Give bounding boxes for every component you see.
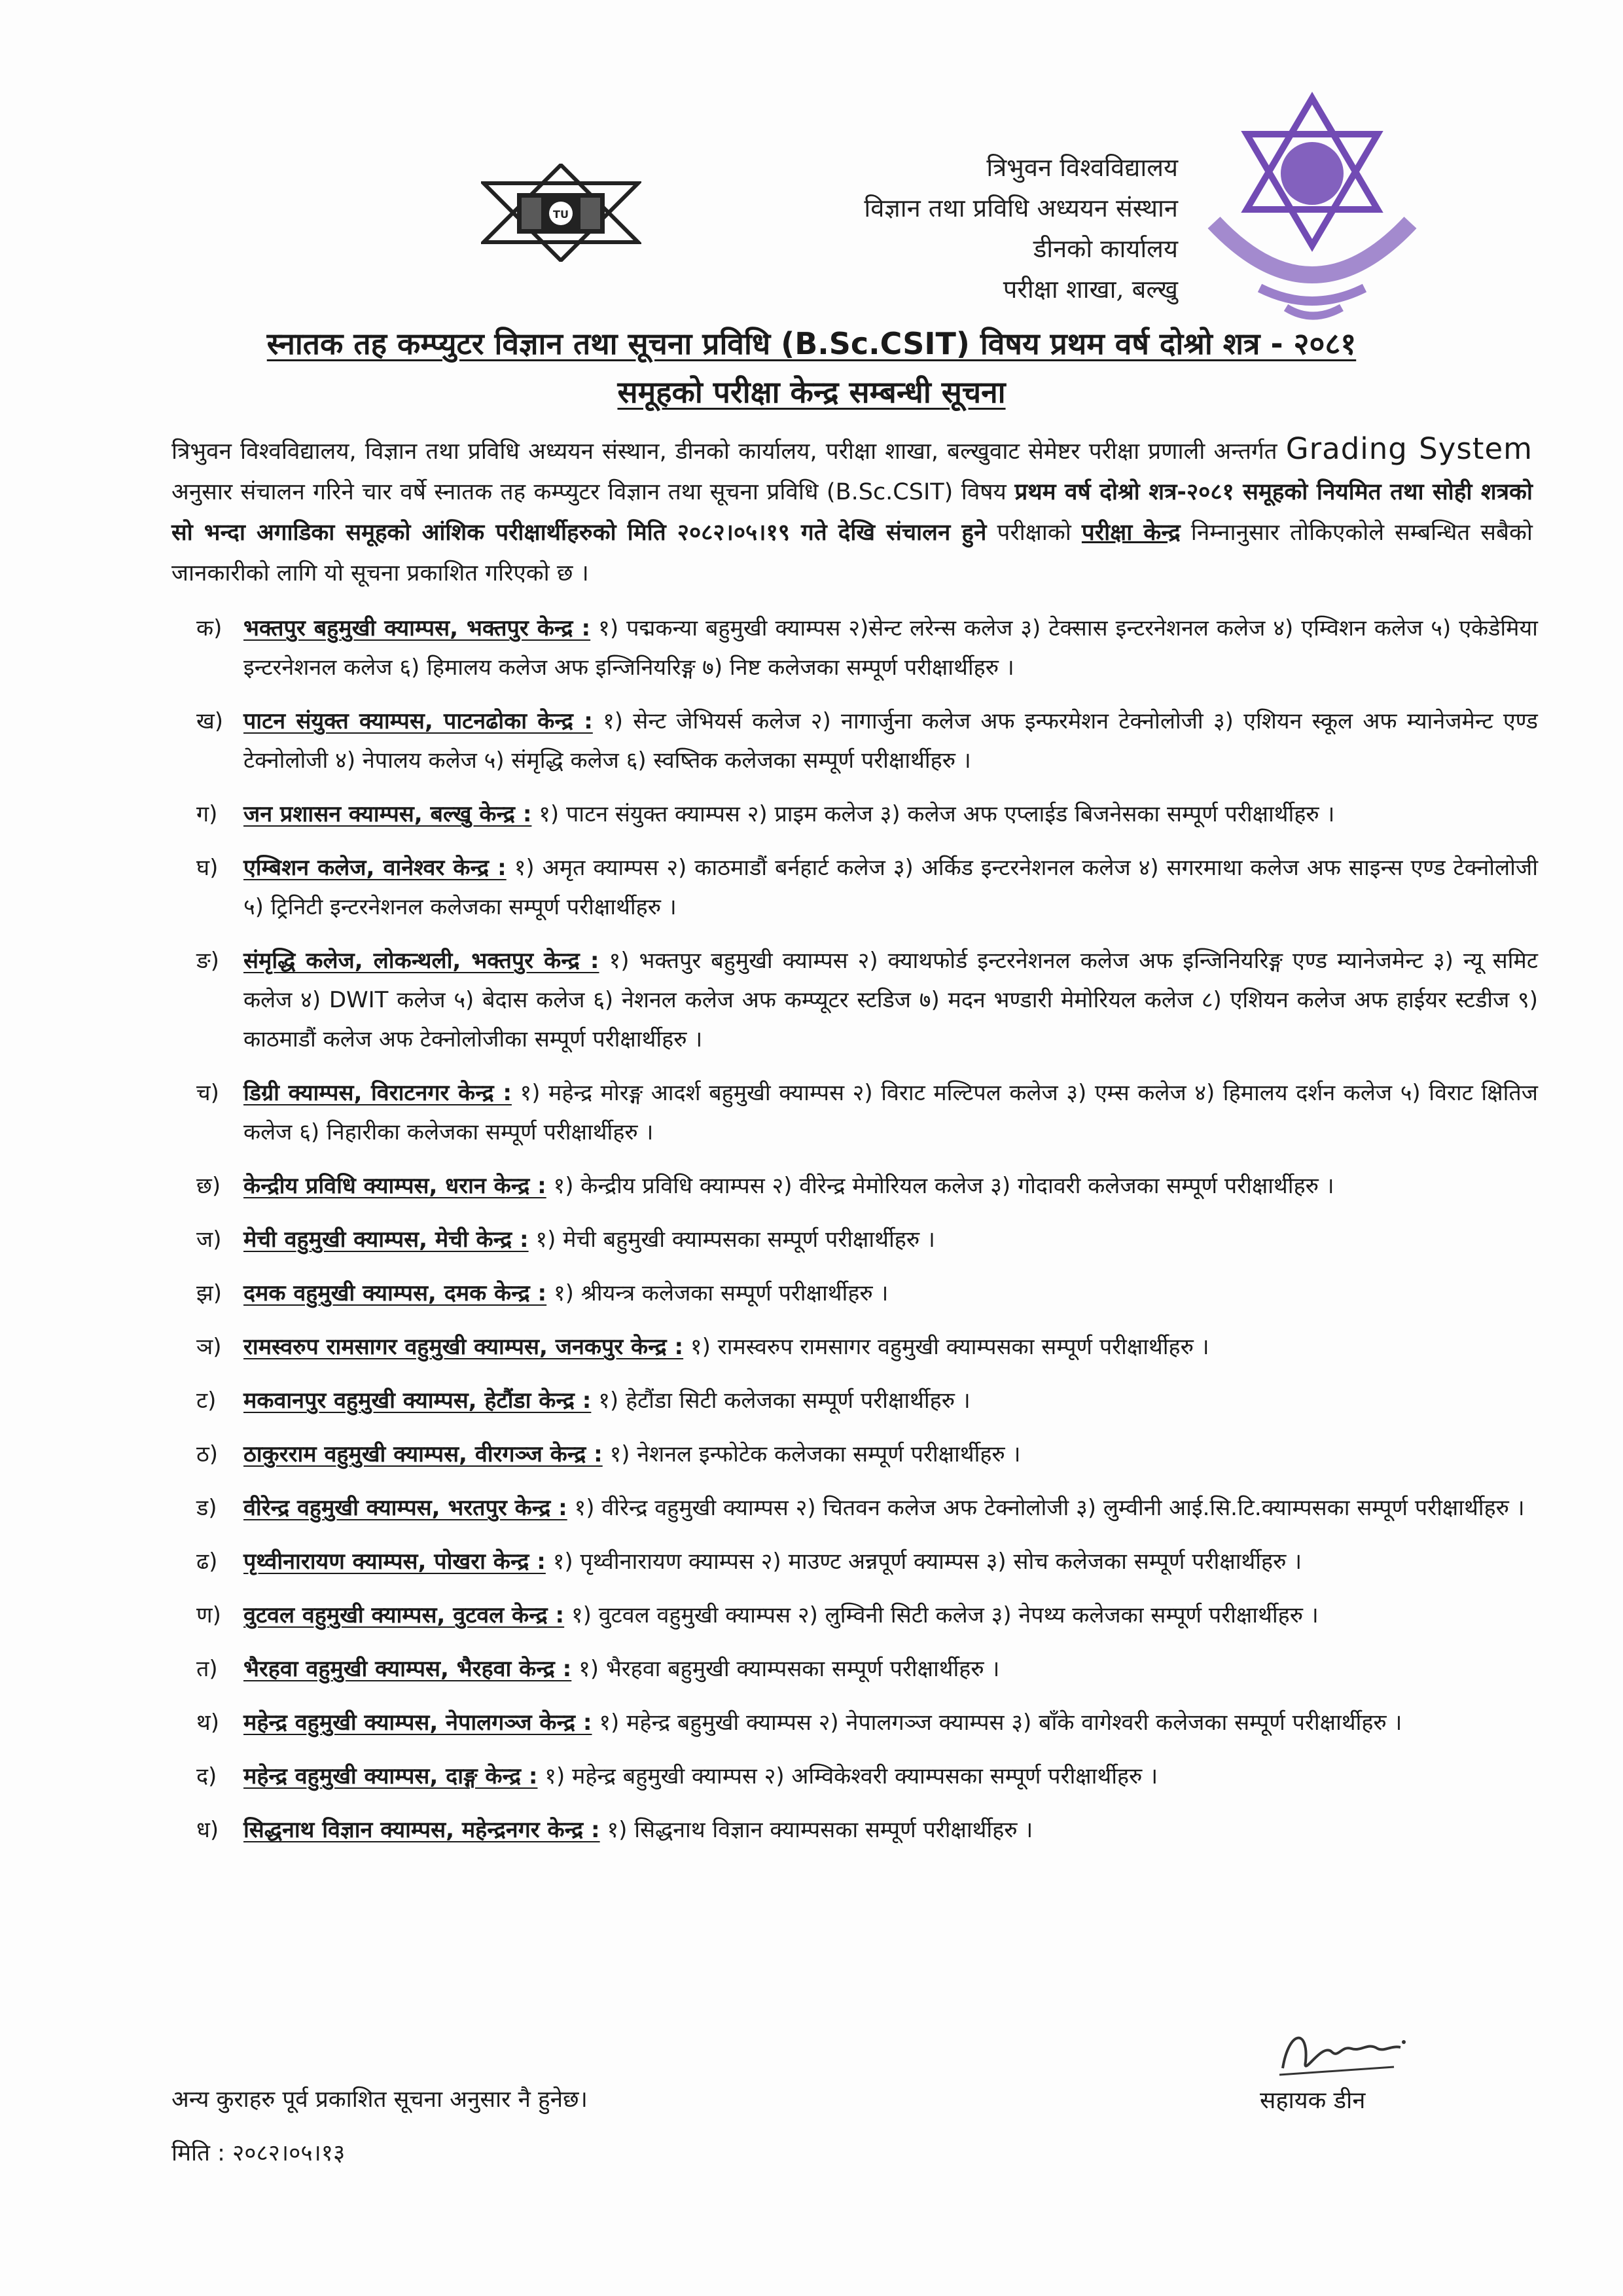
exam-center-marker: थ) <box>196 1710 219 1736</box>
exam-center-item <box>196 702 1538 780</box>
exam-center-name: पृथ्वीनारायण क्याम्पस, पोखरा केन्द्र : <box>243 1549 546 1575</box>
exam-center-marker: त) <box>196 1656 218 1682</box>
exam-center-name: महेन्द्र वहुमुखी क्याम्पस, नेपालगञ्ज केन्द्र : <box>243 1710 592 1736</box>
intro-text-1: त्रिभुवन विश्वविद्यालय, विज्ञान तथा प्रविधि अध्ययन संस्थान, डीनको कार्यालय, परीक्षा शाखा, बल्खुवाट सेमेष्टर परीक्षा प्रणाली अन्तर्गत <box>171 439 1277 465</box>
intro-text-2: अनुसार संचालन गरिने चार वर्षे स्नातक तह कम्प्युटर विज्ञान तथा सूचना प्रविधि (B.Sc.CSIT) विषय <box>171 479 1007 505</box>
exam-center-colleges: १) वीरेन्द्र वहुमुखी क्याम्पस २) चितवन कलेज अफ टेक्नोलोजी ३) लुम्वीनी आई.सि.टि.क्याम्पसका सम्पूर्ण परीक्षार्थीहरु । <box>574 1495 1525 1521</box>
exam-center-name: मेची वहुमुखी क्याम्पस, मेची केन्द्र : <box>243 1227 529 1253</box>
exam-center-colleges: १) पाटन संयुक्त क्याम्पस २) प्राइम कलेज ३) कलेज अफ एप्लाईड बिजनेसका सम्पूर्ण परीक्षार्थीहरु । <box>539 801 1335 827</box>
exam-center-item <box>196 1435 1538 1474</box>
exam-center-item <box>196 1488 1538 1528</box>
exam-center-item <box>196 1220 1538 1259</box>
exam-center-colleges: १) महेन्द्र मोरङ्ग आदर्श बहुमुखी क्याम्पस २) विराट मल्टिपल कलेज ३) एम्स कलेज ४) हिमालय दर्शन कलेज ५) विराट क्षितिज कलेज ६) निहारीका कलेजका सम्पूर्ण परीक्षार्थीहरु । <box>243 1080 1539 1145</box>
exam-center-colleges: १) नेशनल इन्फोटेक कलेजका सम्पूर्ण परीक्षार्थीहरु । <box>609 1441 1021 1467</box>
exam-center-colleges: १) पद्मकन्या बहुमुखी क्याम्पस २)सेन्ट लरेन्स कलेज ३) टेक्सास इन्टरनेशनल कलेज ४) एम्विशन कलेज ५) एकेडेमिया इन्टरनेशनल कलेज ६) हिमालय कलेज अफ इन्जिनियरिङ्ग ७) निष्ट कलेजका सम्पूर्ण परीक्षार्थीहरु । <box>243 615 1538 681</box>
signer-title: सहायक डीन <box>1260 2087 1366 2114</box>
exam-center-item <box>196 1166 1538 1206</box>
exam-center-colleges: १) महेन्द्र बहुमुखी क्याम्पस २) नेपालगञ्ज क्याम्पस ३) बाँके वागेश्वरी कलेजका सम्पूर्ण परीक्षार्थीहरु । <box>599 1710 1402 1736</box>
exam-center-name: संमृद्धि कलेज, लोकन्थली, भक्तपुर केन्द्र : <box>243 948 599 974</box>
notice-date: मिति : २०८२।०५।१३ <box>171 2140 346 2166</box>
intro-bold-exam-center: परीक्षा केन्द्र <box>1081 520 1181 546</box>
exam-center-name: ठाकुरराम वहुमुखी क्याम्पस, वीरगञ्ज केन्द्र : <box>243 1441 603 1467</box>
exam-center-item <box>196 1073 1538 1152</box>
exam-center-marker: झ) <box>196 1280 222 1306</box>
exam-center-item <box>196 1810 1538 1850</box>
intro-bold-schedule: प्रथम वर्ष दोश्रो शत्र-२०८१ समूहको नियमित तथा सोही शत्रको सो भन्दा अगाडिका समूहको आंशिक परीक्षार्थीहरुको मिति २०८२।०५।१९ गते देखि संचालन हुने <box>171 479 1533 546</box>
exam-center-marker: ञ) <box>196 1334 222 1360</box>
exam-center-marker: ज) <box>196 1227 222 1253</box>
header-line-institute: विज्ञान तथा प्रविधि अध्ययन संस्थान <box>864 194 1178 223</box>
exam-center-marker: घ) <box>196 855 219 881</box>
exam-center-marker: च) <box>196 1080 219 1106</box>
exam-center-marker: ग) <box>196 801 218 827</box>
exam-center-marker: ख) <box>196 708 224 734</box>
university-logo-icon <box>481 164 641 262</box>
exam-center-item <box>196 1757 1538 1796</box>
institution-header <box>654 147 1178 310</box>
header-line-university: त्रिभुवन विश्वविद्यालय <box>986 153 1178 182</box>
exam-center-name: पाटन संयुक्त क्याम्पस, पाटनढोका केन्द्र : <box>243 708 593 734</box>
exam-center-name: एम्बिशन कलेज, वानेश्वर केन्द्र : <box>243 855 507 881</box>
exam-center-colleges: १) रामस्वरुप रामसागर वहुमुखी क्याम्पसका सम्पूर्ण परीक्षार्थीहरु । <box>690 1334 1209 1360</box>
footer-note: अन्य कुराहरु पूर्व प्रकाशित सूचना अनुसार नै हुनेछ। <box>171 2087 588 2113</box>
exam-center-marker: ड) <box>196 1495 217 1521</box>
intro-grading-system: Grading System <box>1285 431 1533 466</box>
exam-center-item <box>196 1649 1538 1689</box>
exam-center-marker: ङ) <box>196 948 219 974</box>
exam-center-marker: छ) <box>196 1173 221 1199</box>
exam-center-item <box>196 1381 1538 1420</box>
svg-text:TU: TU <box>553 208 569 221</box>
title-line-2: समूहको परीक्षा केन्द्र सम्बन्धी सूचना <box>617 374 1006 410</box>
exam-center-colleges: १) श्रीयन्त्र कलेजका सम्पूर्ण परीक्षार्थीहरु । <box>553 1280 889 1306</box>
exam-center-name: महेन्द्र वहुमुखी क्याम्पस, दाङ्ग केन्द्र : <box>243 1763 538 1789</box>
exam-center-colleges: १) हेटौंडा सिटी कलेजका सम्पूर्ण परीक्षार्थीहरु । <box>598 1388 971 1414</box>
exam-center-name: सिद्धनाथ विज्ञान क्याम्पस, महेन्द्रनगर केन्द्र : <box>243 1817 600 1843</box>
exam-center-name: दमक वहुमुखी क्याम्पस, दमक केन्द्र : <box>243 1280 547 1306</box>
exam-center-colleges: १) वुटवल वहुमुखी क्याम्पस २) लुम्विनी सिटी कलेज ३) नेपथ्य कलेजका सम्पूर्ण परीक्षार्थीहरु । <box>571 1602 1319 1628</box>
title-line-1: स्नातक तह कम्प्युटर विज्ञान तथा सूचना प्रविधि (B.Sc.CSIT) विषय प्रथम वर्ष दोश्रो शत्र - २०८१ <box>266 326 1357 361</box>
exam-center-colleges: १) केन्द्रीय प्रविधि क्याम्पस २) वीरेन्द्र मेमोरियल कलेज ३) गोदावरी कलेजका सम्पूर्ण परीक्षार्थीहरु । <box>553 1173 1334 1199</box>
exam-center-item <box>196 1703 1538 1742</box>
intro-text-4: निम्नानुसार तोकिएकोले सम्बन्धित सबैको जानकारीको लागि यो सूचना प्रकाशित गरिएको छ । <box>171 520 1533 586</box>
intro-paragraph <box>171 429 1533 594</box>
exam-center-marker: क) <box>196 615 223 641</box>
signature-icon <box>1270 2016 1414 2088</box>
exam-center-item <box>196 1542 1538 1581</box>
exam-center-colleges: १) सिद्धनाथ विज्ञान क्याम्पसका सम्पूर्ण परीक्षार्थीहरु । <box>607 1817 1033 1843</box>
intro-text-3: परीक्षाको <box>997 520 1071 546</box>
exam-centers-list <box>196 609 1538 1864</box>
exam-center-item <box>196 1274 1538 1313</box>
exam-center-name: केन्द्रीय प्रविधि क्याम्पस, धरान केन्द्र : <box>243 1173 546 1199</box>
exam-center-marker: ध) <box>196 1817 219 1843</box>
notice-title <box>164 319 1459 416</box>
exam-center-name: भक्तपुर बहुमुखी क्याम्पस, भक्तपुर केन्द्र : <box>243 615 591 641</box>
exam-center-marker: द) <box>196 1763 217 1789</box>
exam-center-name: रामस्वरुप रामसागर वहुमुखी क्याम्पस, जनकपुर केन्द्र : <box>243 1334 684 1360</box>
exam-center-name: जन प्रशासन क्याम्पस, बल्खु केन्द्र : <box>243 801 532 827</box>
exam-center-colleges: १) सेन्ट जेभियर्स कलेज २) नागार्जुना कलेज अफ इन्फरमेशन टेक्नोलोजी ३) एशियन स्कूल अफ म्यानेजमेन्ट एण्ड टेक्नोलोजी ४) नेपालय कलेज ५) संमृद्धि कलेज ६) स्वष्तिक कलेजका सम्पूर्ण परीक्षार्थीहरु । <box>243 708 1538 774</box>
exam-center-colleges: १) भक्तपुर बहुमुखी क्याम्पस २) क्याथफोर्ड इन्टरनेशनल कलेज अफ इन्जिनियरिङ्ग एण्ड म्यानेजमेन्ट ३) न्यू समिट कलेज ४) DWIT कलेज ५) बेदास कलेज ६) नेशनल कलेज अफ कम्प्यूटर स्टडिज ७) मदन भण्डारी मेमोरियल कलेज ८) एशियन कलेज अफ हाईयर स्टडीज ९) काठमाडौं कलेज अफ टेक्नोलोजीका सम्पूर्ण परीक्षार्थीहरु । <box>243 948 1538 1052</box>
exam-center-marker: ढ) <box>196 1549 218 1575</box>
exam-center-item <box>196 609 1538 687</box>
exam-center-item <box>196 1596 1538 1635</box>
exam-center-colleges: १) पृथ्वीनारायण क्याम्पस २) माउण्ट अन्नपूर्ण क्याम्पस ३) सोच कलेजका सम्पूर्ण परीक्षार्थीहरु । <box>552 1549 1302 1575</box>
exam-center-colleges: १) अमृत क्याम्पस २) काठमाडौं बर्नहार्ट कलेज ३) अर्किड इन्टरनेशनल कलेज ४) सगरमाथा कलेज अफ साइन्स एण्ड टेक्नोलोजी ५) ट्रिनिटी इन्टरनेशनल कलेजका सम्पूर्ण परीक्षार्थीहरु । <box>243 855 1538 920</box>
exam-center-marker: ठ) <box>196 1441 219 1467</box>
exam-center-item <box>196 1327 1538 1367</box>
exam-center-name: मकवानपुर वहुमुखी क्याम्पस, हेटौंडा केन्द्र : <box>243 1388 592 1414</box>
exam-center-name: वीरेन्द्र वहुमुखी क्याम्पस, भरतपुर केन्द्र : <box>243 1495 567 1521</box>
exam-center-marker: ण) <box>196 1602 221 1628</box>
exam-center-item <box>196 848 1538 927</box>
header-line-section: परीक्षा शाखा, बल्खु <box>1003 275 1178 304</box>
exam-center-name: भैरहवा वहुमुखी क्याम्पस, भैरहवा केन्द्र : <box>243 1656 572 1682</box>
exam-center-colleges: १) भैरहवा बहुमुखी क्याम्पसका सम्पूर्ण परीक्षार्थीहरु । <box>579 1656 1000 1682</box>
exam-center-name: डिग्री क्याम्पस, विराटनगर केन्द्र : <box>243 1080 512 1106</box>
exam-center-marker: ट) <box>196 1388 217 1414</box>
exam-center-colleges: १) महेन्द्र बहुमुखी क्याम्पस २) अम्विकेश्वरी क्याम्पसका सम्पूर्ण परीक्षार्थीहरु । <box>544 1763 1158 1789</box>
official-seal-icon <box>1188 92 1436 347</box>
exam-center-item <box>196 795 1538 834</box>
exam-center-name: वुटवल वहुमुखी क्याम्पस, वुटवल केन्द्र : <box>243 1602 565 1628</box>
header-line-office: डीनको कार्यालय <box>1033 234 1178 263</box>
exam-center-colleges: १) मेची बहुमुखी क्याम्पसका सम्पूर्ण परीक्षार्थीहरु । <box>535 1227 935 1253</box>
exam-center-item <box>196 941 1538 1059</box>
